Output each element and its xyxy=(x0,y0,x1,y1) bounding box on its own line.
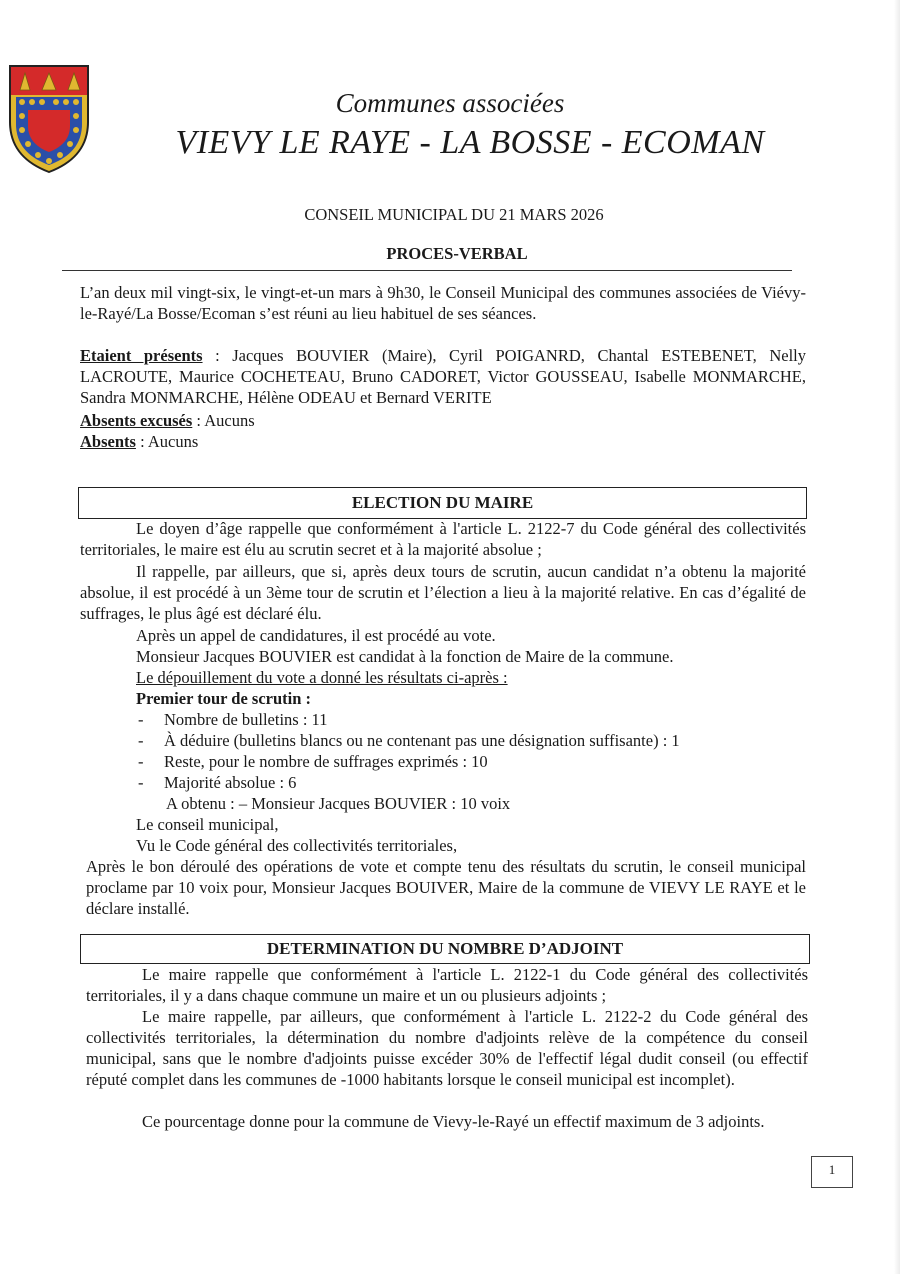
header-communes-names: VIEVY LE RAYE - LA BOSSE - ECOMAN xyxy=(175,124,765,161)
section1-p1: Le doyen d’âge rappelle que conformément à l'article L. 2122-7 du Code général des collectivités territoriales, le maire est élu au scrutin secret et à la majorité absolue ; xyxy=(80,519,806,559)
section1-p4: Monsieur Jacques BOUVIER est candidat à la fonction de Maire de la commune. xyxy=(136,647,674,666)
bullet-text: Nombre de bulletins : 11 xyxy=(164,710,328,729)
absent-value: : Aucuns xyxy=(135,432,199,451)
present-separator: : xyxy=(202,346,233,365)
excused-value: : Aucuns xyxy=(192,411,255,430)
present-names: Jacques BOUVIER (Maire), Cyril POIGANRD, Chantal ESTEBENET, Nelly LACROUTE, Maurice COCHETEAU, Bruno CADORET, Victor GOUSSEAU, Isabelle MONMARCHE, Sandra MONMARCHE, Hélène ODEAU et Bernard VERITE xyxy=(80,346,806,407)
list-item: - Majorité absolue : 6 xyxy=(138,773,297,792)
title-rule xyxy=(62,270,792,271)
section1-p6: Vu le Code général des collectivités territoriales, xyxy=(136,836,458,855)
scan-edge xyxy=(894,0,900,1274)
section1-conclusion: Après le bon déroulé des opérations de vote et compte tenu des résultats du scrutin, le conseil municipal proclame par 10 voix pour, Monsieur Jacques BOUIVER, Maire de la commune de VIEVY LE RAYE et le déclare installé. xyxy=(86,857,806,918)
excused-label: Absents excusés xyxy=(80,411,193,430)
meeting-title: CONSEIL MUNICIPAL DU 21 MARS 2026 xyxy=(304,205,604,224)
intro-paragraph: L’an deux mil vingt-six, le vingt-et-un mars à 9h30, le Conseil Municipal des communes associées de Viévy-le-Rayé/La Bosse/Ecoman s’est réuni au lieu habituel de ses séances. xyxy=(80,283,806,323)
section-election-maire-title: ELECTION DU MAIRE xyxy=(78,487,807,519)
attendance-absent xyxy=(80,431,198,452)
present-label: Etaient présents xyxy=(80,346,203,365)
attendance-excused xyxy=(80,410,255,431)
bullet-text: Reste, pour le nombre de suffrages exprimés : 10 xyxy=(164,752,488,771)
attendance-present xyxy=(80,345,806,408)
section1-p2: Il rappelle, par ailleurs, que si, après deux tours de scrutin, aucun candidat n’a obtenu la majorité absolue, il est procédé à un 3ème tour de scrutin et l’élection a lieu à la majorité relative. En cas d’égalité de suffrages, le plus âgé est déclaré élu. xyxy=(80,562,806,623)
section2-p2: Le maire rappelle, par ailleurs, que conformément à l'article L. 2122-2 du Code général des collectivités territoriales, la détermination du nombre d'adjoints relève de la compétence du conseil municipal, sans que le nombre d'adjoints puisse excéder 30% de l'effectif légal dudit conseil (ou effectif réputé complet dans les communes de -1000 habitants lorsque le conseil municipal est incomplet). xyxy=(86,1007,808,1089)
bullet-text: Majorité absolue : 6 xyxy=(164,773,297,792)
results-intro: Le dépouillement du vote a donné les résultats ci-après : xyxy=(136,668,508,687)
list-item: - À déduire (bulletins blancs ou ne contenant pas une désignation suffisante) : 1 xyxy=(138,731,680,750)
section2-p3: Ce pourcentage donne pour la commune de Vievy-le-Rayé un effectif maximum de 3 adjoints. xyxy=(142,1112,765,1131)
header-line1: Communes associées xyxy=(335,88,565,118)
list-item: - Reste, pour le nombre de suffrages exprimés : 10 xyxy=(138,752,488,771)
list-item: - Nombre de bulletins : 11 xyxy=(138,710,328,729)
doc-type-title: PROCES-VERBAL xyxy=(386,244,528,263)
section1-p5: Le conseil municipal, xyxy=(136,815,279,834)
section-nombre-adjoint-title: DETERMINATION DU NOMBRE D’ADJOINT xyxy=(80,934,810,964)
section1-p3: Après un appel de candidatures, il est procédé au vote. xyxy=(136,626,496,645)
round-title: Premier tour de scrutin : xyxy=(136,689,312,708)
absent-label: Absents xyxy=(80,432,136,451)
obtained-line: A obtenu : – Monsieur Jacques BOUVIER : 10 voix xyxy=(166,794,511,813)
bullet-text: À déduire (bulletins blancs ou ne contenant pas une désignation suffisante) : 1 xyxy=(164,731,680,750)
page-number: 1 xyxy=(811,1156,853,1188)
section2-p1: Le maire rappelle que conformément à l'article L. 2122-1 du Code général des collectivités territoriales, il y a dans chaque commune un maire et un ou plusieurs adjoints ; xyxy=(86,965,808,1005)
